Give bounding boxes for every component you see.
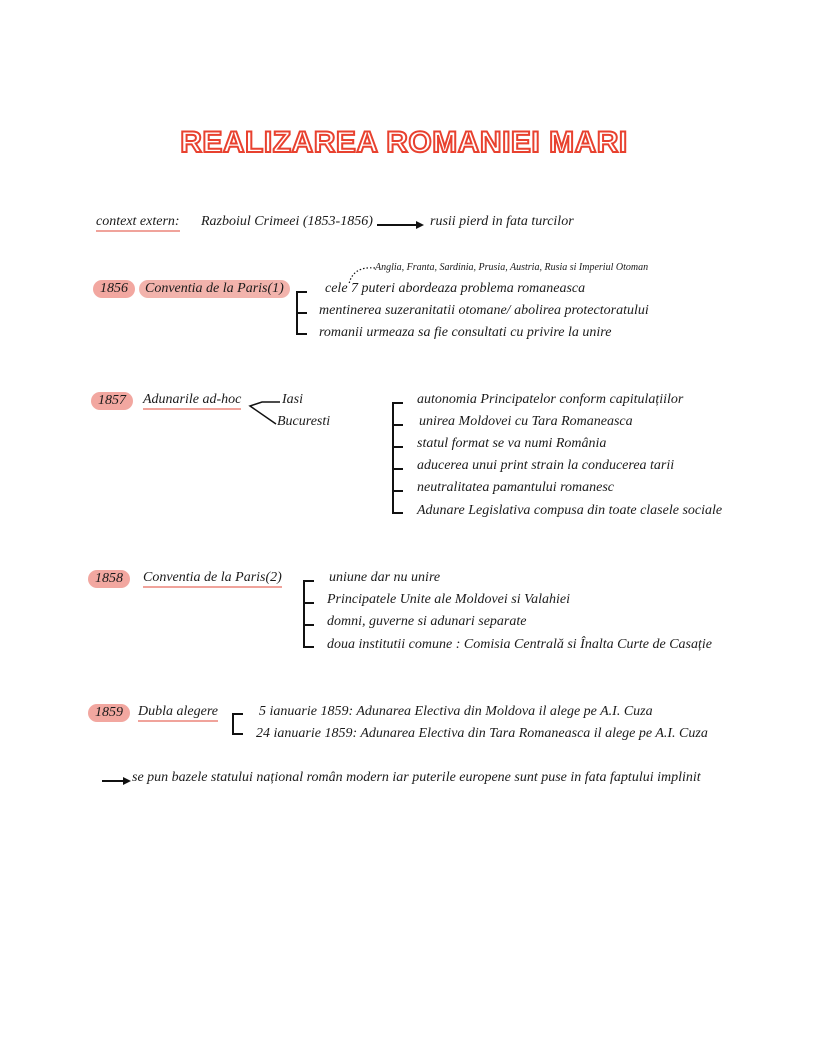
arrow-head-icon [123,777,131,785]
year-badge-1859: 1859 [88,704,130,722]
list-item: 5 ianuarie 1859: Adunarea Electiva din Moldova il alege pe A.I. Cuza [259,704,653,719]
list-item: mentinerea suzeranitatii otomane/ abolirea protectoratului [319,303,649,318]
list-item: autonomia Principatelor conform capitulațiilor [417,392,684,407]
list-item: unirea Moldovei cu Tara Romaneasca [419,414,633,429]
bracket-1857 [392,402,394,514]
section-title-1856: Conventia de la Paris(1) [139,280,290,298]
list-item: aducerea unui print strain la conducerea tarii [417,458,675,473]
list-item: doua institutii comune : Comisia Centrală si Înalta Curte de Casație [327,637,712,652]
list-item: Principatele Unite ale Moldovei si Valahiei [327,592,570,607]
powers-note: Anglia, Franta, Sardinia, Prusia, Austria, Rusia si Imperiul Otoman [375,262,649,273]
bracket-1859 [232,713,234,735]
place-bucuresti: Bucuresti [277,414,331,429]
section-title-1858: Conventia de la Paris(2) [143,570,282,588]
context-event: Razboiul Crimeei (1853-1856) [201,214,373,229]
section-title-1857: Adunarile ad-hoc [143,392,241,410]
list-item: neutralitatea pamantului romanesc [417,480,615,495]
place-iasi: Iasi [282,392,303,407]
page-title: REALIZAREA ROMANIEI MARI [180,126,628,159]
conclusion-text: se pun bazele statului național român modern iar puterile europene sunt puse in fata faptului implinit [132,770,701,785]
context-label: context extern: [96,214,180,232]
list-item: Adunare Legislativa compusa din toate clasele sociale [417,503,723,518]
list-item: romanii urmeaza sa fie consultati cu privire la unire [319,325,612,340]
arrow-icon [377,224,417,226]
list-item: 24 ianuarie 1859: Adunarea Electiva din Tara Romaneasca il alege pe A.I. Cuza [256,726,708,741]
section-title-1859: Dubla alegere [138,704,218,722]
list-item: cele 7 puteri abordeaza problema romaneasca [325,281,586,296]
list-item: domni, guverne si adunari separate [327,614,527,629]
bracket-1858 [303,580,305,648]
year-badge-1856: 1856 [93,280,135,298]
list-item: statul format se va numi România [417,436,607,451]
list-item: uniune dar nu unire [329,570,441,585]
arrow-head-icon [416,221,424,229]
context-result: rusii pierd in fata turcilor [430,214,574,229]
conclusion-arrow-icon [102,780,124,782]
year-badge-1858: 1858 [88,570,130,588]
year-badge-1857: 1857 [91,392,133,410]
